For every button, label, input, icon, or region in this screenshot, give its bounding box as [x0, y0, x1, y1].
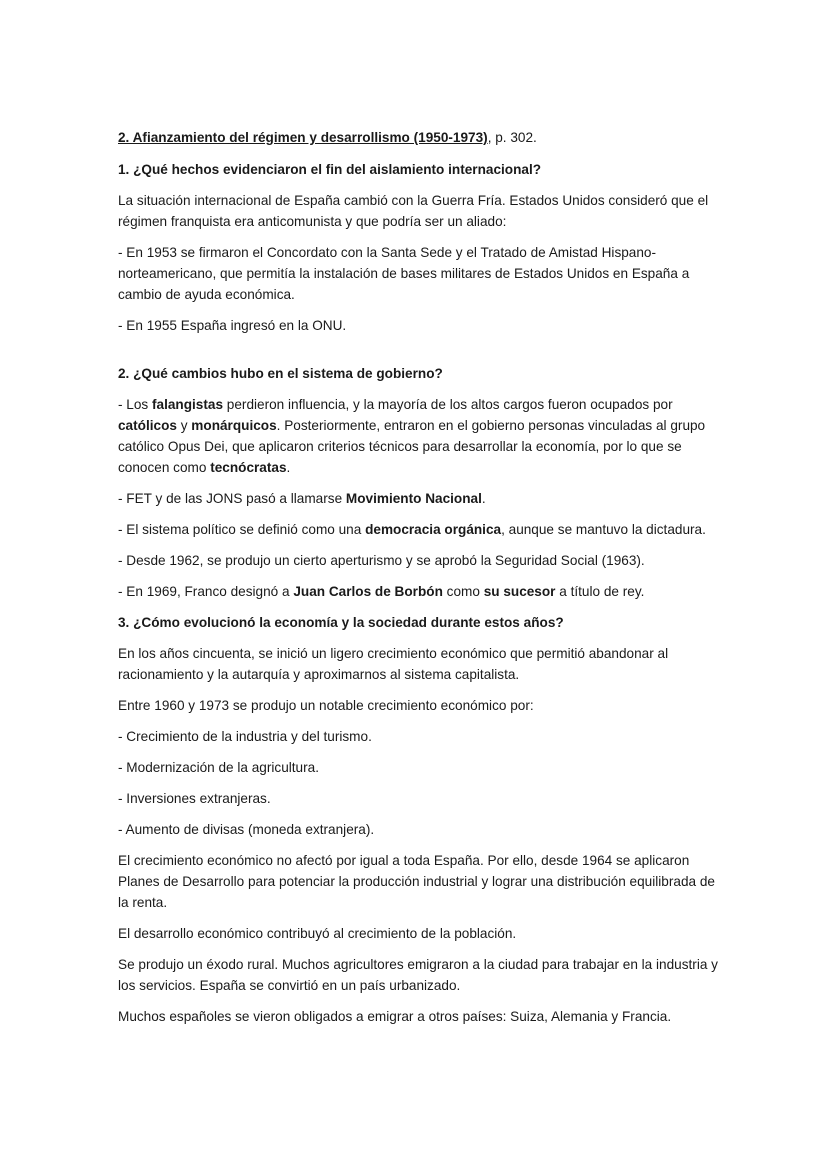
bold-term: falangistas — [152, 397, 224, 412]
question-1-heading: 1. ¿Qué hechos evidenciaron el fin del aislamiento internacional? — [118, 162, 542, 177]
text-run: . — [286, 460, 291, 475]
text-run: a título de rey. — [555, 584, 645, 599]
section-title-page-ref: , p. 302. — [487, 130, 537, 145]
list-item: - Crecimiento de la industria y del turismo. — [118, 729, 372, 744]
text-run: y — [176, 418, 192, 433]
bold-term: Movimiento Nacional — [345, 491, 482, 506]
question-2-paragraph-3 — [118, 519, 718, 540]
question-3-heading: 3. ¿Cómo evolucionó la economía y la sociedad durante estos años? — [118, 615, 564, 630]
question-2-paragraph-2 — [118, 488, 718, 509]
question-3-paragraph-4: El desarrollo económico contribuyó al crecimiento de la población. — [118, 926, 517, 941]
bold-term: católicos — [118, 418, 177, 433]
bold-term: su sucesor — [483, 584, 556, 599]
section-title — [118, 127, 718, 148]
text-run: - El sistema político se definió como una — [118, 522, 366, 537]
text-run: - En 1969, Franco designó a — [118, 584, 294, 599]
text-run: - FET y de las JONS pasó a llamarse — [118, 491, 346, 506]
question-1-intro: La situación internacional de España cambió con la Guerra Fría. Estados Unidos consideró que el régimen franquista era anticomunista y que podría ser un aliado: — [118, 193, 709, 229]
text-run: - Los — [118, 397, 152, 412]
question-2-paragraph-5 — [118, 581, 718, 602]
section-title-underlined: 2. Afianzamiento del régimen y desarrollismo (1950-1973) — [118, 130, 488, 145]
question-3-paragraph-3: El crecimiento económico no afectó por igual a toda España. Por ello, desde 1964 se aplicaron Planes de Desarrollo para potenciar la producción industrial y lograr una distribución equilibrada de la renta. — [118, 853, 715, 910]
question-3-paragraph-5: Se produjo un éxodo rural. Muchos agricultores emigraron a la ciudad para trabajar en la industria y los servicios. España se convirtió en un país urbanizado. — [118, 957, 718, 993]
bold-term: tecnócratas — [210, 460, 287, 475]
question-3-paragraph-6: Muchos españoles se vieron obligados a emigrar a otros países: Suiza, Alemania y Francia. — [118, 1009, 672, 1024]
bold-term: Juan Carlos de Borbón — [293, 584, 443, 599]
text-run: , aunque se mantuvo la dictadura. — [501, 522, 706, 537]
question-1-item-1: - En 1953 se firmaron el Concordato con la Santa Sede y el Tratado de Amistad Hispano-norteamericano, que permitía la instalación de bases militares de Estados Unidos en España a cambio de ayuda económica. — [118, 245, 690, 302]
text-run: perdieron influencia, y la mayoría de los altos cargos fueron ocupados por — [223, 397, 673, 412]
question-3-paragraph-1: En los años cincuenta, se inició un ligero crecimiento económico que permitió abandonar al racionamiento y la autarquía y aproximarnos al sistema capitalista. — [118, 646, 669, 682]
text-run: . Posteriormente, entraron en el gobierno personas vinculadas al grupo católico Opus Dei, que aplicaron criterios técnicos para desarrollar la economía, por lo que se conocen como — [118, 418, 706, 475]
question-2-heading: 2. ¿Qué cambios hubo en el sistema de gobierno? — [118, 366, 443, 381]
list-item: - Aumento de divisas (moneda extranjera). — [118, 822, 375, 837]
question-1-item-2: - En 1955 España ingresó en la ONU. — [118, 318, 347, 333]
text-run: . — [481, 491, 486, 506]
question-2-paragraph-1 — [118, 394, 718, 478]
list-item: - Inversiones extranjeras. — [118, 791, 271, 806]
question-2-paragraph-4: - Desde 1962, se produjo un cierto aperturismo y se aprobó la Seguridad Social (1963). — [118, 553, 645, 568]
text-run: como — [442, 584, 484, 599]
bold-term: democracia orgánica — [365, 522, 502, 537]
bold-term: monárquicos — [191, 418, 277, 433]
document-body — [118, 127, 718, 1037]
list-item: - Modernización de la agricultura. — [118, 760, 319, 775]
question-3-paragraph-2: Entre 1960 y 1973 se produjo un notable crecimiento económico por: — [118, 698, 534, 713]
